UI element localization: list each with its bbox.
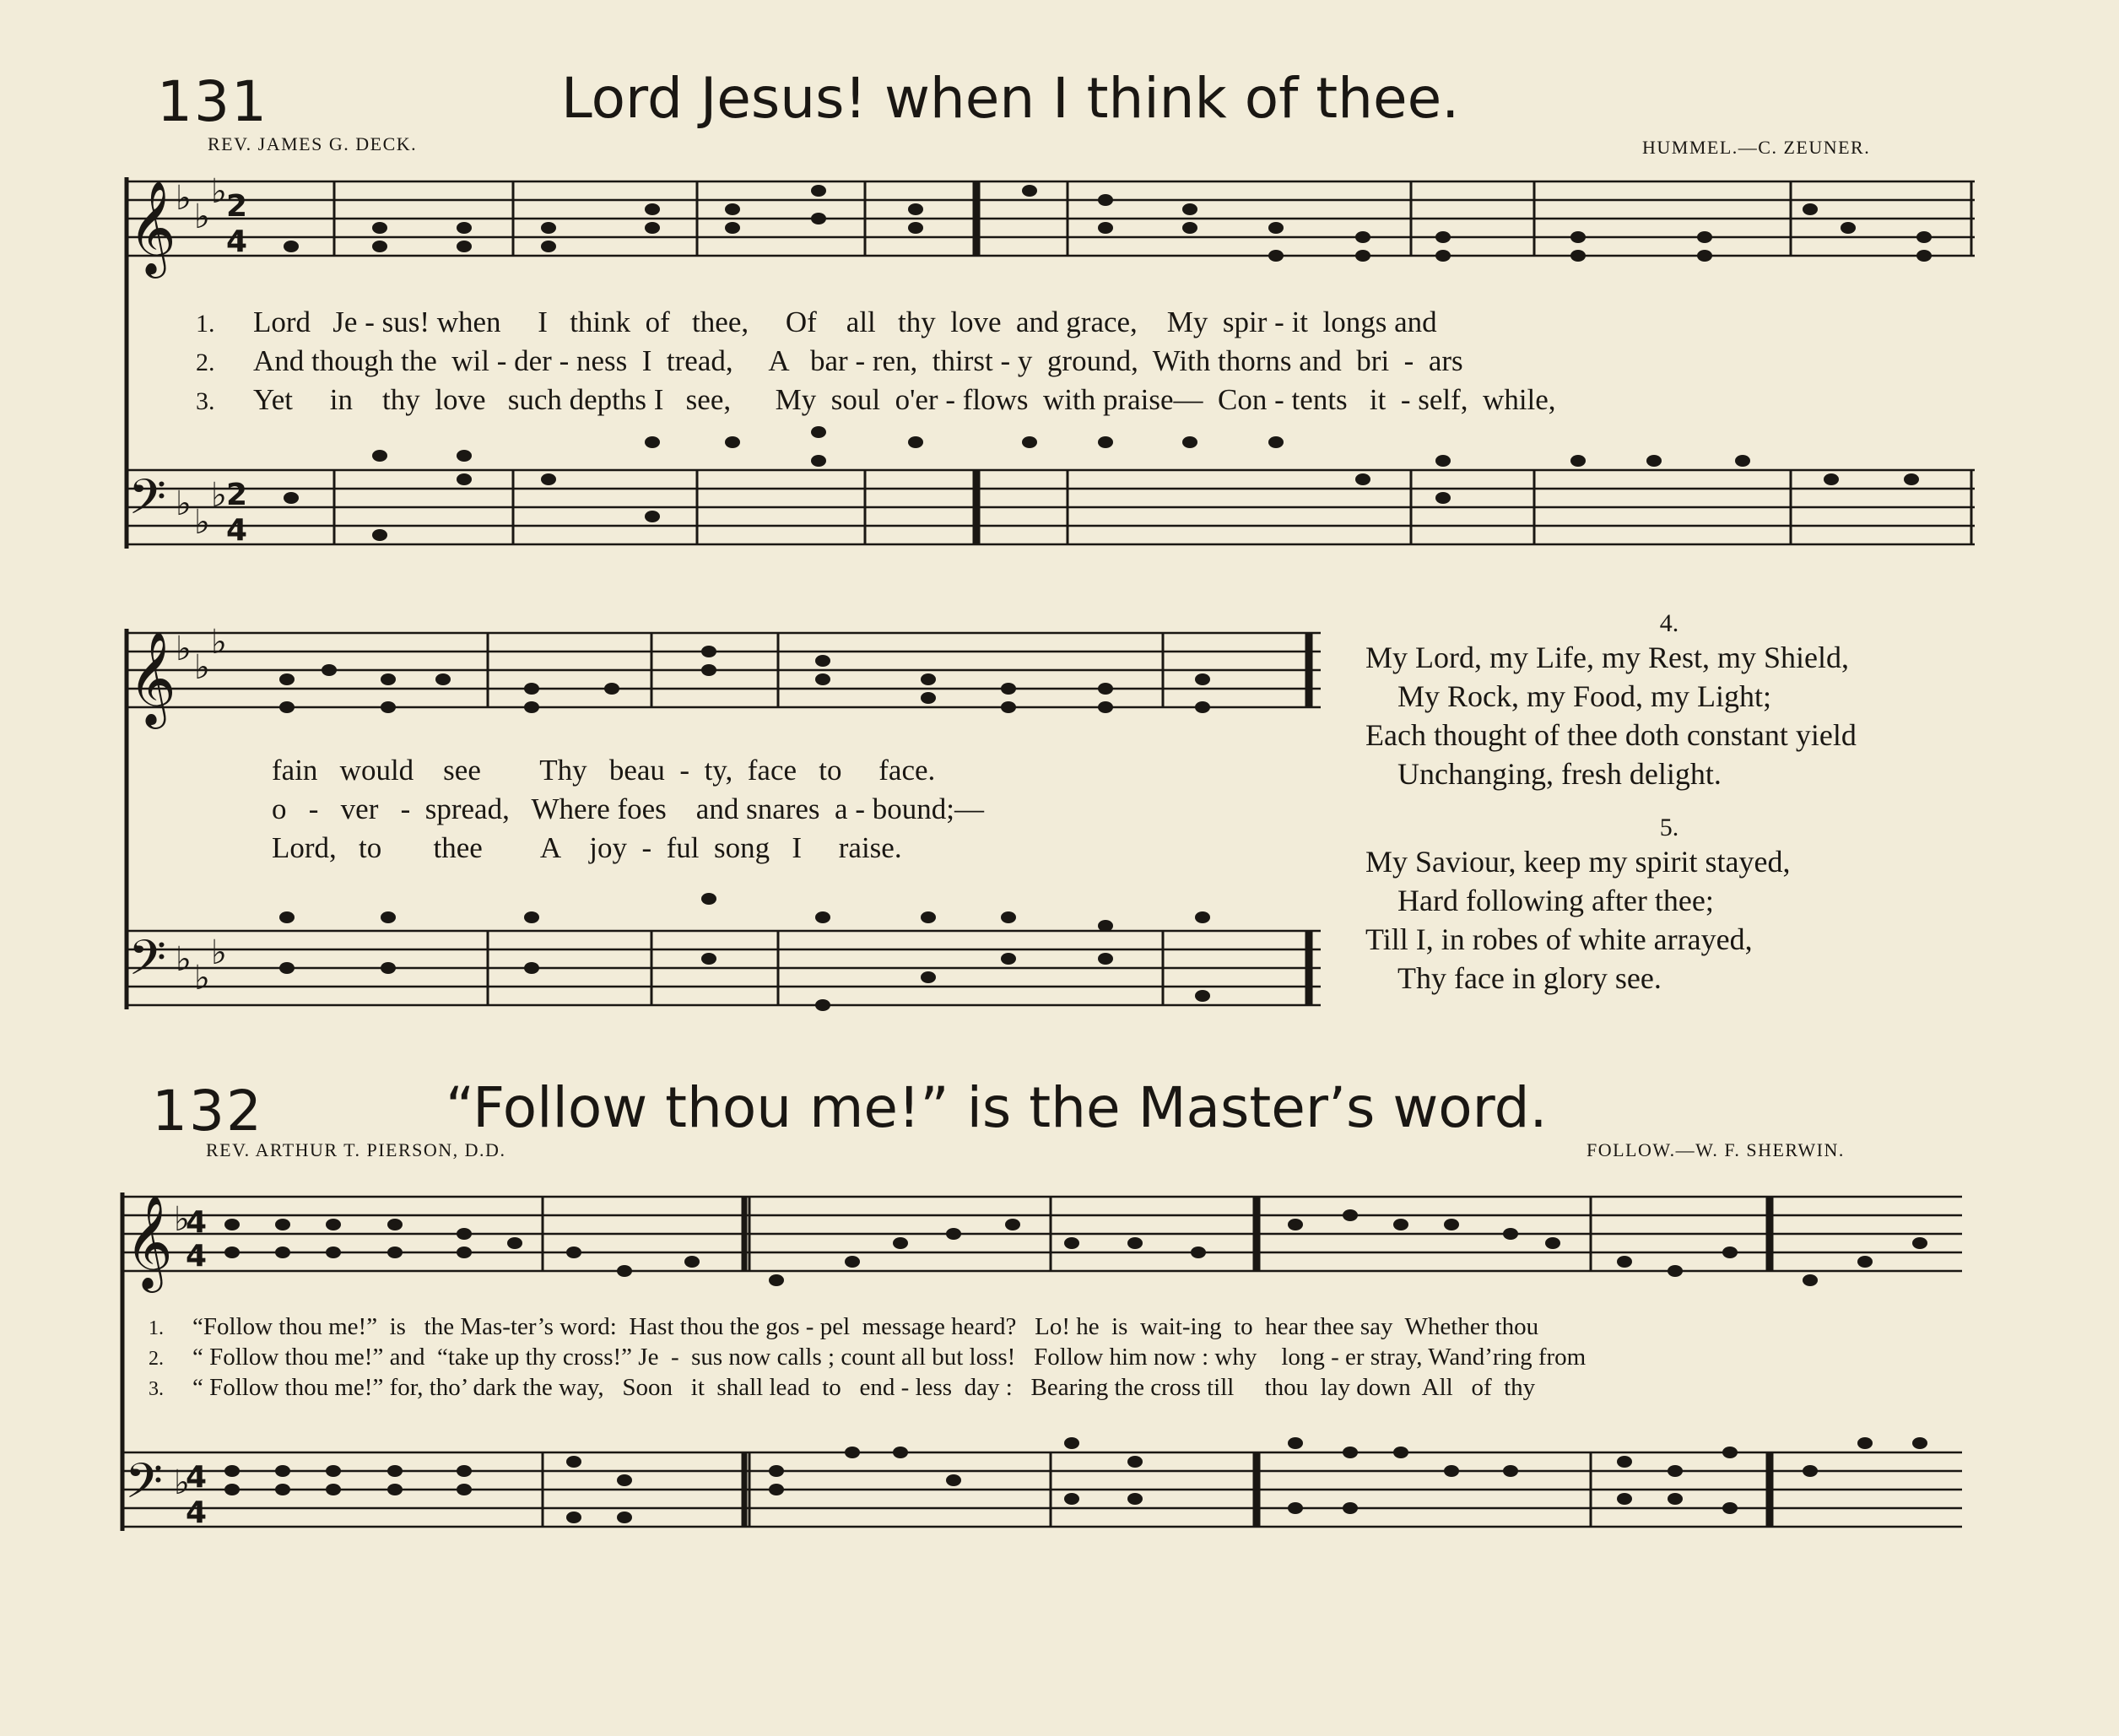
hymn-number: 131 — [157, 69, 268, 134]
verse-number: 3. — [149, 1378, 164, 1400]
lyric-text: “ Follow thou me!” for, tho’ dark the way, Soon it shall lead to end - less day : Bearing the cross till thou lay down All of thy — [192, 1374, 1536, 1401]
svg-text:♭: ♭ — [211, 476, 227, 515]
verse-block-132 — [149, 1313, 1586, 1404]
verse-number: 1. — [196, 310, 215, 338]
lyric-text: Yet in thy love such depths I see, My soul o'er - flows with praise— Con - tents it - self, while, — [253, 383, 1556, 416]
verse-number: 1. — [149, 1317, 164, 1339]
svg-text:𝄞: 𝄞 — [128, 630, 176, 725]
svg-text:♭: ♭ — [211, 172, 227, 211]
svg-text:♭: ♭ — [194, 959, 210, 998]
svg-text:4: 4 — [186, 1495, 208, 1530]
verse-line — [196, 306, 1556, 344]
svg-text:𝄢: 𝄢 — [128, 468, 167, 538]
svg-text:♭: ♭ — [176, 179, 192, 218]
svg-text:𝄞: 𝄞 — [128, 180, 176, 274]
verse-line — [196, 383, 1556, 422]
verse-number: 2. — [149, 1348, 164, 1370]
svg-text:♭: ♭ — [174, 1200, 190, 1239]
stanza-number: 5. — [1659, 814, 1679, 841]
svg-text:2: 2 — [226, 189, 248, 224]
svg-text:4: 4 — [186, 1239, 208, 1274]
svg-text:♭: ♭ — [194, 503, 210, 542]
verse-line — [149, 1344, 1586, 1374]
svg-text:𝄢: 𝄢 — [125, 1452, 164, 1522]
stanza-line: Unchanging, fresh delight. — [1397, 757, 1722, 791]
verse-line — [149, 1313, 1586, 1344]
svg-text:𝄞: 𝄞 — [125, 1194, 173, 1289]
verse-line — [149, 1374, 1586, 1404]
lyric-text: fain would see Thy beau - ty, face to face. — [272, 754, 936, 787]
svg-text:2: 2 — [226, 478, 248, 512]
tune-credit: HUMMEL.—C. ZEUNER. — [1642, 137, 1871, 158]
verse-number: 2. — [196, 349, 215, 376]
svg-text:𝄢: 𝄢 — [128, 929, 167, 998]
verse-block-131-line2 — [272, 754, 984, 870]
stanza-line: My Lord, my Life, my Rest, my Shield, — [1365, 641, 1849, 674]
lyric-text: o - ver - spread, Where foes and snares a - bound;— — [272, 792, 984, 825]
lyric-text: Lord Je - sus! when I think of thee, Of all thy love and grace, My spir - it longs and — [253, 306, 1437, 338]
author-credit: REV. ARTHUR T. PIERSON, D.D. — [206, 1139, 506, 1160]
svg-text:♭: ♭ — [176, 484, 192, 523]
svg-text:♭: ♭ — [176, 630, 192, 668]
lyric-text: And though the wil - der - ness I tread, A bar - ren, thirst - y ground, With thorns and bri - ars — [253, 344, 1463, 377]
tune-credit: FOLLOW.—W. F. SHERWIN. — [1587, 1139, 1845, 1160]
stanza — [1365, 842, 1973, 998]
stanza-line: My Rock, my Food, my Light; — [1397, 679, 1772, 713]
stanza-number: 4. — [1659, 609, 1679, 637]
svg-text:4: 4 — [186, 1460, 208, 1495]
lyric-text: Lord, to thee A joy - ful song I raise. — [272, 831, 902, 864]
svg-text:♭: ♭ — [211, 623, 227, 662]
svg-text:♭: ♭ — [174, 1463, 190, 1502]
hymn-title: Lord Jesus! when I think of thee. — [561, 66, 1460, 131]
stanza-line: Hard following after thee; — [1397, 884, 1714, 917]
svg-text:4: 4 — [186, 1205, 208, 1240]
hymn-title: “Follow thou me!” is the Master’s word. — [446, 1075, 1548, 1140]
author-credit: REV. JAMES G. DECK. — [208, 133, 418, 154]
stanza-line: My Saviour, keep my spirit stayed, — [1365, 845, 1791, 879]
stanza-line: Thy face in glory see. — [1397, 961, 1662, 995]
svg-text:♭: ♭ — [176, 940, 192, 979]
stanza-line: Each thought of thee doth constant yield — [1365, 718, 1857, 752]
stanza — [1365, 638, 1973, 793]
svg-text:4: 4 — [226, 513, 248, 548]
extra-stanzas — [1365, 609, 1973, 998]
svg-text:♭: ♭ — [194, 197, 210, 236]
verse-number: 3. — [196, 387, 215, 415]
svg-text:♭: ♭ — [194, 648, 210, 687]
svg-text:4: 4 — [226, 224, 248, 259]
svg-text:♭: ♭ — [211, 933, 227, 972]
hymn-number: 132 — [152, 1079, 263, 1144]
stanza-line: Till I, in robes of white arrayed, — [1365, 922, 1753, 956]
verse-block-131-line1 — [196, 306, 1556, 422]
verse-line — [196, 344, 1556, 383]
lyric-text: “ Follow thou me!” and “take up thy cross!” Je - sus now calls ; count all but loss! Follow him now : why long - er stray, Wand’ring from — [192, 1344, 1587, 1371]
lyric-text: “Follow thou me!” is the Mas-ter’s word: Hast thou the gos - pel message heard? Lo! he is wait-ing to hear thee say Whether thou — [192, 1313, 1539, 1340]
